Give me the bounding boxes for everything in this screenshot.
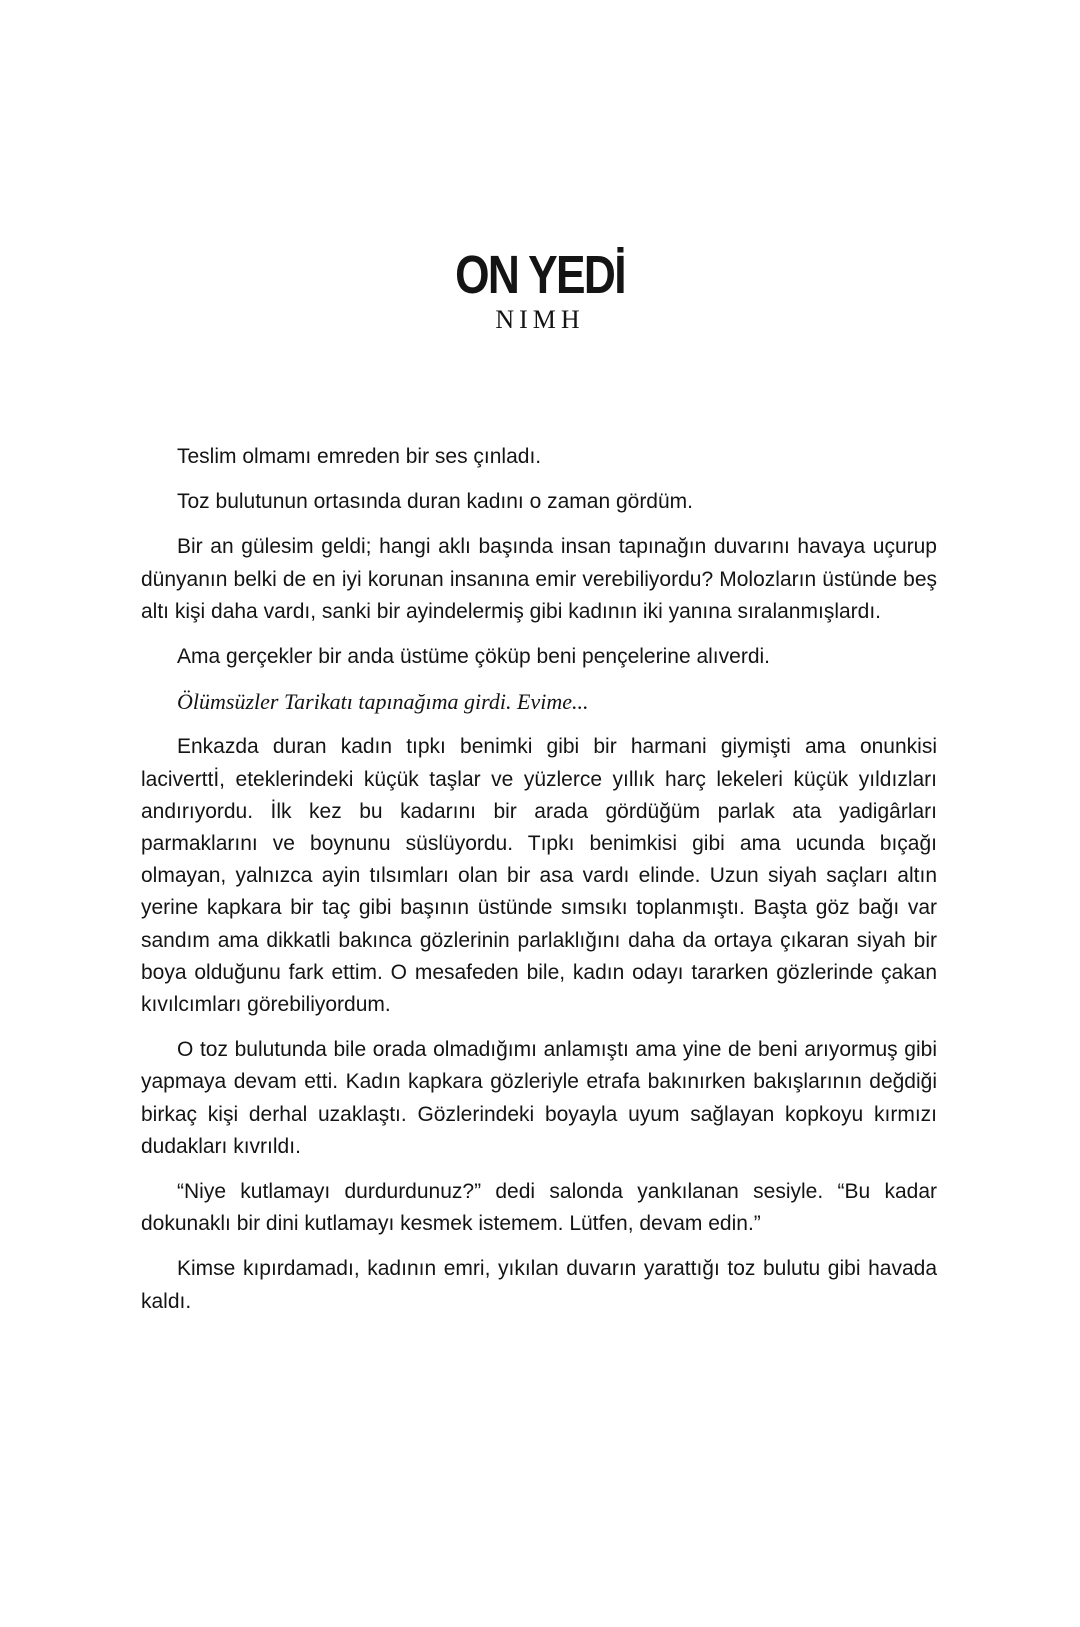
chapter-text — [141, 441, 937, 1331]
paragraph: Bir an gülesim geldi; hangi aklı başında insan tapınağın duvarını havaya uçurup dünyanın belki de en iyi korunan insanına emir verebiliyordu? Molozların üstünde beş altı kişi daha vardı, sanki bir ayindelermiş gibi kadının iki yanına sıralanmışlardı. — [141, 535, 937, 623]
paragraph: Enkazda duran kadın tıpkı benimki gibi bir harmani giymişti ama onunkisi laciverttİ, eteklerindeki küçük taşlar ve yüzlerce yıllık harç lekeleri küçük yıldızları andırıyordu. İlk kez bu kadarını bir arada gördüğüm parlak ata yadigârları parmaklarını ve boynunu süslüyordu. Tıpkı benimkisi gibi ama ucunda bıçağı olmayan, yalnızca ayin tılsımları olan bir asa vardı elinde. Uzun siyah saçları altın yerine kapkara bir taç gibi başının üstünde sımsıkı toplanmıştı. Başta göz bağı var sandım ama dikkatli bakınca gözlerinin parlaklığını daha da ortaya çıkaran siyah bir boya olduğunu fark ettim. O mesafeden bile, kadın odayı tararken gözlerinde çakan kıvılcımları görebiliyordum. — [141, 735, 937, 1017]
paragraph: O toz bulutunda bile orada olmadığımı anlamıştı ama yine de beni arıyormuş gibi yapmaya devam etti. Kadın kapkara gözleriyle etrafa bakınırken bakışlarının değdiği birkaç kişi derhal uzaklaştı. Gözlerindeki boyayla uyum sağlayan kopkoyu kırmızı dudakları kıvrıldı. — [141, 1038, 937, 1158]
paragraph-italic: Ölümsüzler Tarikatı tapınağıma girdi. Evime... — [177, 689, 589, 715]
paragraph: “Niye kutlamayı durdurdunuz?” dedi salonda yankılanan sesiyle. “Bu kadar dokunaklı bir dini kutlamayı kesmek istemem. Lütfen, devam edin.” — [141, 1180, 937, 1236]
paragraph: Kimse kıpırdamadı, kadının emri, yıkılan duvarın yarattığı toz bulutu gibi havada kaldı. — [141, 1257, 937, 1313]
paragraph: Ama gerçekler bir anda üstüme çöküp beni pençelerine alıverdi. — [177, 645, 770, 669]
chapter-narrator: NIMH — [495, 305, 585, 334]
chapter-title: ON YEDİ — [455, 245, 625, 305]
paragraph: Toz bulutunun ortasında duran kadını o zaman gördüm. — [177, 490, 693, 514]
paragraph: Teslim olmamı emreden bir ses çınladı. — [177, 445, 542, 468]
